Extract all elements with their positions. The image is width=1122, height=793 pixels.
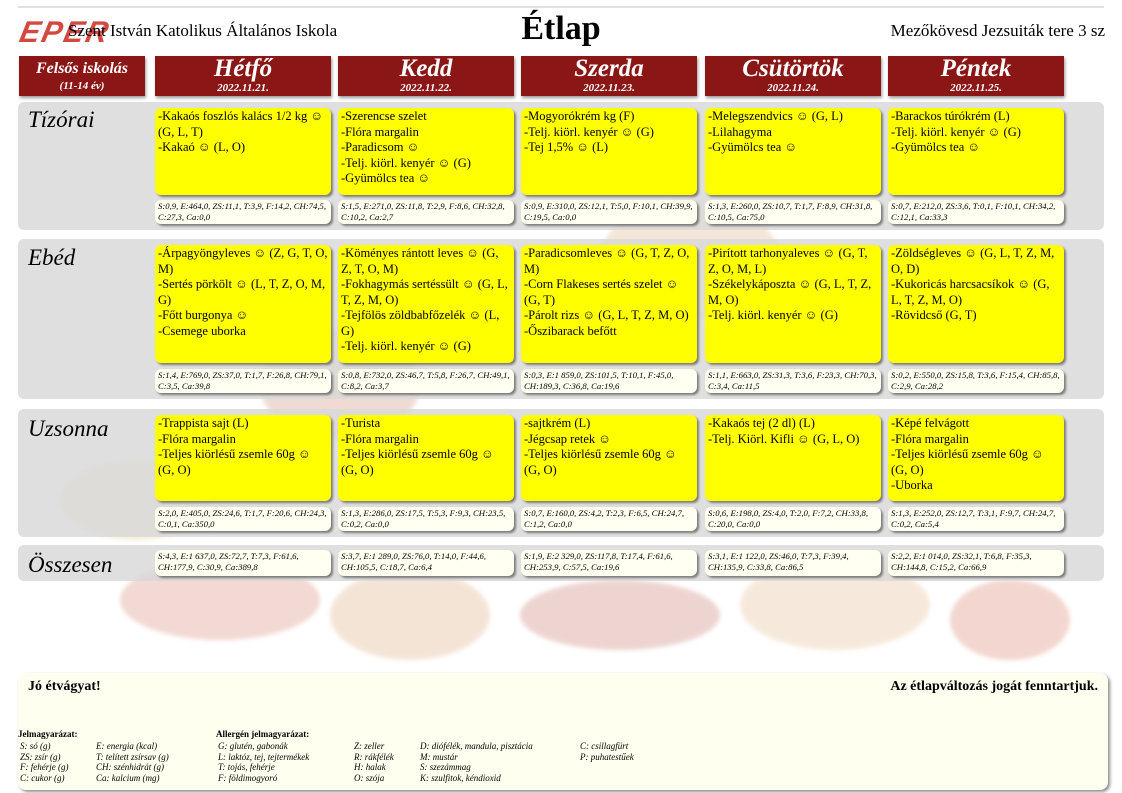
allergen-entry: Z: zeller bbox=[354, 741, 385, 751]
menu-cell bbox=[888, 415, 1064, 501]
menu-item: -Szerencse szelet bbox=[341, 109, 427, 123]
menu-item: -Gyümölcs tea ☺ bbox=[341, 171, 431, 185]
meal-name: Összesen bbox=[28, 552, 113, 577]
school-logo: EPER bbox=[16, 16, 114, 49]
menu-cell bbox=[705, 245, 881, 363]
legend-entry: CH: szénhidrát (g) bbox=[96, 762, 164, 772]
meal-name: Tízórai bbox=[28, 107, 95, 132]
menu-item: -Flóra margalin bbox=[341, 431, 419, 446]
day-header-friday bbox=[888, 56, 1064, 96]
allergen-entry: L: laktóz, tej, tejtermékek bbox=[218, 751, 310, 762]
day-name: Hétfő bbox=[213, 55, 273, 82]
menu-cell bbox=[338, 108, 514, 195]
day-header-wednesday bbox=[521, 56, 697, 96]
menu-item: -Teljes kiörlésű zsemle 60g ☺ (G, O) bbox=[524, 447, 677, 477]
allergen-entry: M: mustár bbox=[420, 751, 458, 762]
menu-item: -Trappista sajt (L) bbox=[158, 416, 249, 430]
menu-item: -Tej 1,5% ☺ (L) bbox=[524, 140, 609, 154]
menu-item: -Lilahagyma bbox=[708, 124, 772, 139]
menu-item: -Uborka bbox=[891, 478, 933, 492]
menu-item: -Őszibarack befőtt bbox=[524, 323, 617, 338]
legend-entry: C: cukor (g) bbox=[20, 772, 65, 783]
legend-column bbox=[20, 741, 68, 783]
nutrition-cell: S:0,6, E:198,0, ZS:4,0, T:2,0, F:7,2, CH:33,8, C:20,0, Ca:0,0 bbox=[705, 507, 881, 531]
nutrition-cell: S:0,8, E:732,0, ZS:46,7, T:5,8, F:26,7, CH:49,1, C:8,2, Ca:3,7 bbox=[338, 369, 514, 393]
nutrition-cell: S:1,3, E:252,0, ZS:12,7, T:3,1, F:9,7, CH:24,7, C:0,2, Ca:5,4 bbox=[888, 507, 1064, 531]
allergen-column bbox=[580, 741, 634, 762]
allergen-entry: G: glutén, gabonák bbox=[218, 741, 288, 751]
day-header-monday bbox=[155, 56, 331, 96]
menu-item: -Telj. kiörl. kenyér ☺ (G) bbox=[341, 339, 471, 353]
allergen-entry: O: szója bbox=[354, 772, 385, 783]
total-nutrition-cell: S:3,1, E:1 122,0, ZS:46,0, T:7,3, F:39,4, CH:135,9, C:33,8, Ca:86,5 bbox=[705, 550, 881, 576]
day-name: Csütörtök bbox=[742, 55, 844, 82]
menu-cell bbox=[155, 108, 331, 195]
menu-cell bbox=[521, 108, 697, 195]
nutrition-cell: S:0,9, E:310,0, ZS:12,1, T:5,0, F:10,1, CH:39,9, C:19,5, Ca:0,0 bbox=[521, 200, 697, 224]
menu-cell bbox=[338, 415, 514, 501]
allergen-entry: D: diófélék, mandula, pisztácia bbox=[420, 741, 533, 751]
meal-name: Uzsonna bbox=[28, 416, 109, 441]
menu-item: -Paradicsomleves ☺ (G, T, Z, O, M) bbox=[524, 246, 690, 276]
menu-item: -Képé felvágott bbox=[891, 416, 970, 430]
bon-appetit-text: Jó étvágyat! bbox=[28, 679, 101, 694]
day-date: 2022.11.21. bbox=[217, 82, 269, 94]
allergen-column bbox=[354, 741, 394, 783]
menu-item: -sajtkrém (L) bbox=[524, 416, 591, 430]
nutrition-cell: S:0,2, E:550,0, ZS:15,8, T:3,6, F:15,4, CH:85,8, C:2,9, Ca:28,2 bbox=[888, 369, 1064, 393]
menu-item: -Telj. kiörl. kenyér ☺ (G) bbox=[341, 155, 471, 170]
menu-item: -Kukoricás harcsacsíkok ☺ (G, L, T, Z, M, O) bbox=[891, 277, 1050, 307]
school-name: Szent István Katolikus Általános Iskola bbox=[68, 21, 338, 40]
menu-item: -Fokhagymás sertéssült ☺ (G, L, T, Z, M, O) bbox=[341, 277, 508, 307]
menu-item: -Csemege uborka bbox=[158, 323, 246, 338]
menu-cell bbox=[521, 415, 697, 501]
total-nutrition-cell: S:4,3, E:1 637,0, ZS:72,7, T:7,3, F:61,6, CH:177,9, C:30,9, Ca:389,8 bbox=[155, 550, 331, 576]
menu-item: -Paradicsom ☺ bbox=[341, 140, 420, 154]
menu-item: -Zöldségleves ☺ (G, L, T, Z, M, O, D) bbox=[891, 246, 1055, 276]
menu-item: -Kakaós foszlós kalács 1/2 kg ☺ (G, L, T) bbox=[158, 109, 324, 139]
menu-cell bbox=[155, 245, 331, 363]
menu-item: -Mogyorókrém kg (F) bbox=[524, 109, 635, 123]
menu-item: -Kakaós tej (2 dl) (L) bbox=[708, 416, 815, 430]
page-title: Étlap bbox=[521, 10, 601, 47]
day-name: Szerda bbox=[574, 55, 644, 82]
day-date: 2022.11.25. bbox=[950, 82, 1002, 94]
day-date: 2022.11.24. bbox=[767, 82, 819, 94]
school-address: Mezőkövesd Jezsuiták tere 3 sz bbox=[890, 21, 1105, 40]
menu-item: -Árpagyöngyleves ☺ (Z, G, T, O, M) bbox=[158, 246, 328, 276]
menu-item: -Telj. kiörl. kenyér ☺ (G) bbox=[891, 124, 1021, 139]
rights-reserved-text: Az étlapváltozás jogát fenntartjuk. bbox=[890, 679, 1098, 694]
allergen-entry: T: tojás, fehérje bbox=[218, 762, 275, 772]
legend-title: Jelmagyarázat: bbox=[18, 729, 78, 739]
menu-item: -Flóra margalin bbox=[891, 431, 969, 446]
nutrition-cell: S:1,3, E:260,0, ZS:10,7, T:1,7, F:8,9, CH:31,8, C:10,5, Ca:75,0 bbox=[705, 200, 881, 224]
nutrition-cell: S:2,0, E:405,0, ZS:24,6, T:1,7, F:20,6, CH:24,3, C:0,1, Ca:350,0 bbox=[155, 507, 331, 531]
menu-item: -Gyümölcs tea ☺ bbox=[891, 140, 981, 154]
menu-item: -Barackos túrókrém (L) bbox=[891, 109, 1010, 123]
nutrition-cell: S:0,7, E:212,0, ZS:3,6, T:0,1, F:10,1, CH:34,2, C:12,1, Ca:33,3 bbox=[888, 200, 1064, 224]
day-name: Kedd bbox=[399, 55, 453, 82]
menu-item: -Pirított tarhonyaleves ☺ (G, T, Z, O, M, L) bbox=[708, 246, 868, 276]
menu-item: -Székelykáposzta ☺ (G, L, T, Z, M, O) bbox=[708, 277, 872, 307]
allergen-legend-title: Allergén jelmagyarázat: bbox=[216, 729, 310, 739]
meal-name: Ebéd bbox=[28, 245, 76, 270]
nutrition-cell: S:1,4, E:769,0, ZS:37,0, T:1,7, F:26,8, CH:79,1, C:3,5, Ca:39,8 bbox=[155, 369, 331, 393]
menu-cell bbox=[705, 415, 881, 501]
allergen-entry: P: puhatestűek bbox=[580, 751, 634, 762]
menu-item: -Párolt rizs ☺ (G, L, T, Z, M, O) bbox=[524, 308, 689, 322]
legend-entry: E: energia (kcal) bbox=[96, 741, 158, 751]
legend-entry: S: só (g) bbox=[20, 741, 51, 751]
menu-item: -Corn Flakeses sertés szelet ☺ (G, T) bbox=[524, 277, 679, 307]
allergen-entry: R: rákfélék bbox=[354, 751, 394, 762]
menu-cell bbox=[705, 108, 881, 195]
nutrition-cell: S:1,5, E:271,0, ZS:11,8, T:2,9, F:8,6, CH:32,8, C:10,2, Ca:2,7 bbox=[338, 200, 514, 224]
footer-panel bbox=[18, 673, 1108, 790]
legend-entry: Ca: kalcium (mg) bbox=[96, 772, 160, 783]
day-date: 2022.11.23. bbox=[583, 82, 635, 94]
nutrition-cell: S:0,9, E:464,0, ZS:11,1, T:3,9, F:14,2, CH:74,5, C:27,3, Ca:0,0 bbox=[155, 200, 331, 224]
menu-item: -Főtt burgonya ☺ bbox=[158, 308, 249, 322]
nutrition-cell: S:1,1, E:663,0, ZS:31,3, T:3,6, F:23,3, CH:70,3, C:3,4, Ca:11,5 bbox=[705, 369, 881, 393]
menu-item: -Teljes kiörlésű zsemle 60g ☺ (G, O) bbox=[891, 447, 1044, 477]
nutrition-cell: S:0,7, E:160,0, ZS:4,2, T:2,3, F:6,5, CH:24,7, C:1,2, Ca:0,0 bbox=[521, 507, 697, 531]
menu-cell bbox=[888, 108, 1064, 195]
menu-item: -Telj. kiörl. kenyér ☺ (G) bbox=[524, 124, 654, 139]
legend-entry: F: fehérje (g) bbox=[20, 762, 69, 772]
total-nutrition-cell: S:2,2, E:1 014,0, ZS:32,1, T:6,8, F:35,3, CH:144,8, C:15,2, Ca:66,9 bbox=[888, 550, 1064, 576]
day-header-thursday bbox=[705, 56, 881, 96]
menu-item: -Melegszendvics ☺ (G, L) bbox=[708, 109, 843, 123]
menu-item: -Sertés pörkölt ☺ (L, T, Z, O, M, G) bbox=[158, 277, 326, 307]
nutrition-cell: S:1,3, E:286,0, ZS:17,5, T:5,3, F:9,3, CH:23,5, C:0,2, Ca:0,0 bbox=[338, 507, 514, 531]
menu-item: -Telj. kiörl. kenyér ☺ (G) bbox=[708, 308, 838, 322]
legend-column bbox=[96, 741, 169, 783]
menu-item: -Teljes kiörlésű zsemle 60g ☺ (G, O) bbox=[158, 447, 311, 477]
allergen-entry: F: földimogyoró bbox=[218, 772, 278, 783]
menu-cell bbox=[338, 245, 514, 363]
allergen-entry: H: halak bbox=[354, 762, 386, 772]
category-age: (11-14 év) bbox=[59, 80, 105, 92]
menu-item: -Kakaó ☺ (L, O) bbox=[158, 140, 246, 154]
allergen-entry: S: szezámmag bbox=[420, 762, 471, 772]
top-rule bbox=[18, 6, 1104, 8]
allergen-column bbox=[218, 741, 309, 783]
menu-cell bbox=[888, 245, 1064, 363]
category-label: Felsős iskolás bbox=[35, 60, 128, 77]
menu-item: -Turista bbox=[341, 416, 381, 430]
menu-item: -Gyümölcs tea ☺ bbox=[708, 140, 798, 154]
menu-cell bbox=[155, 415, 331, 501]
menu-item: -Köményes rántott leves ☺ (G, Z, T, O, M) bbox=[341, 246, 499, 276]
allergen-entry: K: szulfitok, kéndioxid bbox=[420, 772, 501, 783]
day-header-tuesday bbox=[338, 56, 514, 96]
total-nutrition-cell: S:3,7, E:1 289,0, ZS:76,0, T:14,0, F:44,6, CH:105,5, C:18,7, Ca:6,4 bbox=[338, 550, 514, 576]
legend-entry: ZS: zsír (g) bbox=[20, 751, 61, 762]
menu-item: -Rövidcső (G, T) bbox=[891, 308, 977, 322]
allergen-column bbox=[420, 741, 533, 783]
menu-cell bbox=[521, 245, 697, 363]
nutrition-cell: S:0,3, E:1 859,0, ZS:101,5, T:10,1, F:45,0, CH:189,3, C:36,8, Ca:19,6 bbox=[521, 369, 697, 393]
total-nutrition-cell: S:1,9, E:2 329,0, ZS:117,8, T:17,4, F:61,6, CH:253,9, C:57,5, Ca:19,6 bbox=[521, 550, 697, 576]
allergen-entry: C: csillagfürt bbox=[580, 741, 629, 751]
legend-entry: T: telített zsírsav (g) bbox=[96, 751, 169, 762]
day-name: Péntek bbox=[940, 55, 1012, 82]
menu-item: -Flóra margalin bbox=[158, 431, 236, 446]
menu-item: -Flóra margalin bbox=[341, 124, 419, 139]
menu-item: -Tejfölös zöldbabfőzelék ☺ (L, G) bbox=[341, 308, 500, 338]
menu-item: -Teljes kiörlésű zsemle 60g ☺ (G, O) bbox=[341, 447, 494, 477]
day-date: 2022.11.22. bbox=[400, 82, 452, 94]
category-header bbox=[19, 56, 145, 96]
menu-item: -Jégcsap retek ☺ bbox=[524, 431, 612, 446]
menu-item: -Telj. Kiörl. Kifli ☺ (G, L, O) bbox=[708, 431, 860, 446]
